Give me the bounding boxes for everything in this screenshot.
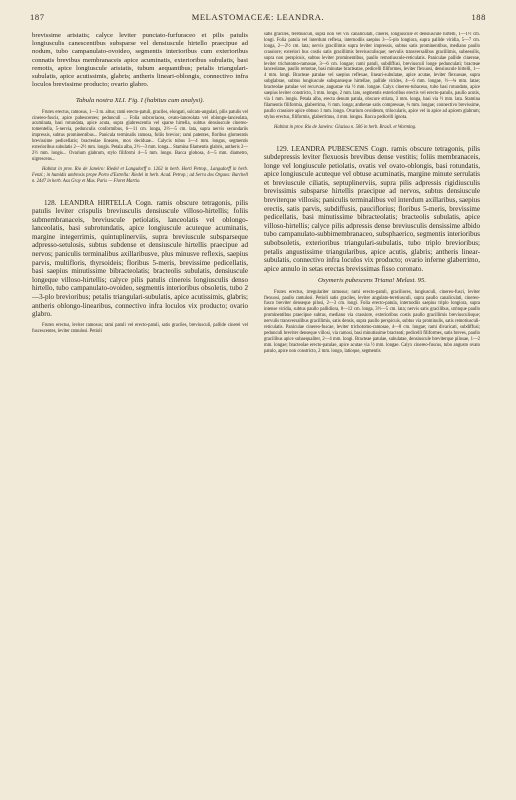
species-129-diagnosis: Cogn. ramis obscure tetragonis, pilis subdepressis leviter flexuosis brevibus dense vestitis; foliis membranaceis, longe vel longiuscule petiolatis, ovatis vel ovato-oblongis, basi rotundatis, apice longiuscule acuteque vel obtuse acuminatis, margine minute serrulatis et breviuscule ciliatis, septuplinerviis, supra pilis adpressis rigidiusculis brevissimis subsparse hirtellis praecipue ad nervos, subtus densiuscule breviterque villosis; paniculis terminalibus vel interdum axillaribus, saepius erectis, satis parvis, subdiffusis, pauciflorius; floribus 5-meris, brevissime pedicellatis, basi minutissime bibracteolatis; bracteolis subulatis, apice villoso-hirtellis; calyce pilis adpressis dense breviusculis densissime albido tubo campanulato-subbimembranaceo, subsphaerico, segmentis interioribus subobsoletis, exterioribus triangulari-subulatis, tubo triplo brevioribus; petalis angustissime triangularibus, apice acutis, glabris; antheris linear-subulatis, connectivo infra loculos vix producto; ovario inferne glaberrimo, apice annulo in setas erectas brevissimas fisso coronato. xyxy=(264,144,480,273)
running-title: MELASTOMACEÆ: LEANDRA. xyxy=(191,12,325,22)
left-column xyxy=(32,32,248,782)
page-number-left: 187 xyxy=(30,12,45,22)
habitat-note: Habitat in prov. Rio de Janeiro: Riedel et Langsdorff n. 1262 in herb. Horti Petrop., Langsdorff in herb. Fenzl.; in humidis umbrosis prope Porto d'Estrella: Riedel in herb. Acad. Petrop.; ad Serra dos Orgaos: Burchell n. 2447 in herb. Asa Gray et Mus. Paris — Floret Martio. xyxy=(32,166,248,184)
species-129-entry xyxy=(264,145,480,274)
species-128-diagnosis: Cogn. ramis obscure tetragonis, pilis patulis leviter crispulis breviusculis densiuscule villoso-hirtellis; foliis submembranaceis, breviuscule petiolatis, lanceolatis vel oblongo-lanceolatis, basi subrotundatis, apice longiuscule acuteque acuminatis, margine integerrimis, quintuplinerviis, supra breviuscule subsparseque adpresso-setulosis, subtus subdense et densiuscule hirtellis praecipue ad nervos; paniculis terminalibus axillaribusve, plus minusve reflexis, saepius parvis, multifloris, thyrsoideis; floribus 5-meris, brevissime pedicellatis, basi saepius minutissime bibracteolatis; bracteolis subulatis, densiuscule longeque villoso-hirtellis; calyce pilis patulis cinereis longiusculis denso hirtello, tubo campanulato-ovoideo, segmentis interioribus obsoletis, tubo 2—3-plo brevioribus; petalis triangulari-subulatis, apice acutissimis, glabris; antheris oblongo-linearibus, connectivo infra loculos vix producto; ovario glabro. xyxy=(32,198,248,319)
habitat-note-right: Habitat in prov. Rio de Janeiro: Glaziou n. 506 in herb. Brasil. et Warming. xyxy=(274,124,417,130)
species-129-title: 129. LEANDRA PUBESCENS xyxy=(276,144,369,153)
right-column xyxy=(264,32,480,782)
species-description: Frutex erectus, ramosus, 1—3 m. altus; rami erecto-patuli, graciles, elongati, sulcato-angulati, pilis patulis vel cinereo-fuscis, apice pubescentes; pedunculi ... Folia subcoriacea, ovato-lanceolata vel oblongo-lanceolata, acuminata, basi rotundata, apice acuta, supra glabrescentia vel sparse hirtella, subtus densiuscule cinereo-tomentella, 5-nervia, pedunculis conformibus, 6—11 cm. longa, 2½—5 cm. lata, supra nervis secundariis impressis, subtus prominentibus... Panicula terminalis ramosa, foliis brevior; rami patentes, floribus glomeratis brevissime pedicellatis; bracteolae lineares, mox deciduae... Calycis tubus 3—4 mm. longus, segmentis exterioribus subulatis 2—2½ mm. longis. Petala alba, 2½—3 mm. longa... Stamina filamentis glabris, antheris 2—2½ mm. longis... Ovarium glabrum, stylo filiformi 4—5 mm. longo. Bacca globosa, 4—5 mm. diametro, nigrescens... xyxy=(32,109,248,162)
species-128-description: Frutex erectus, leviter ramosus; rami patuli vel erecto-patuli, satis graciles, breviusculi, pallide cinerei vel fuscescentes, leviter ramulosi. Petioli xyxy=(32,322,248,334)
plate-caption: Tabula nostra XLI. Fig. I (habitus cum analysi). xyxy=(75,97,205,105)
diagnosis-continuation: brevissime aristatis; calyce leviter punctato-furfuraceo et pilis patulis longiusculis canescentibus subsparse vel densiuscule hirtello praecipue ad nodum, tubo campanulato-ovoideo, segmentis interioribus cum exterioribus connatis brevibus membranaceis apice acuminatis, exterioribus subulatis, basi remotis, apice longiuscule aristatis, tubum aequantibus; petalis triangulari-subulatis, apice acutissimis, glabris; antheris lineari-oblongis, connectivo infra loculos brevissime producto; ovario glabro. xyxy=(32,32,248,89)
species-128-title: 128. LEANDRA HIRTELLA xyxy=(44,198,132,207)
running-head xyxy=(30,12,486,24)
description-continuation: satis graciles, teretiusculi, supra non vel vix canaliculati, cinerei, longiuscule et densiuscule hirtelli, 1—1½ cm. longi. Folia patula vel interdum reflexa, internodiis saepius 3—5-plo longiora, supra pallide viridia, 5—7 cm. longa, 2—2½ cm. lata; nervis gracillimis supra leviter impressis, subtus satis prominentibus, mediano paullo crassiore; exteriori bus costis satis gracillimis breviusculisque; nervulis transversalibus gracillimis, subsessilis, supra non perspicuis, subtus leviter prominentibus, paullo remotiuscule-reticulatis. Paniculae pallide cinereae, leviter trichotomo-ramosae, 3—6 cm. longae; rami patuli, subdiffusi, breviusculi longe pedunculati; bracteae lanceolatae, paullo remotae, basi minutae bracteatae, pedicelli filiformes, leviter flexuosi, densiuscule hirtelli, 1—4 mm. longi. Bracteae patulae vel saepius reflexae, lineari-subulatae, apice acutae, leviter flexuosae, supra subglabrae, subtus longiuscule subsparseque hirtellae, pallide virides, 4—6 mm. longae, ½—¾ mm. latae; bracteolae patulae vel recurvae, angustae via ½ mm. longae. Calyx cinereo-tubaceus, tubo basi rotundato, apice saepius leviter constricto, 3 mm. longo, 2 mm. lato, segmentis exterioribus erectis vel erecto-patulis, paullo acutis, via 1 mm. longis. Petala alba, erecta denum patula, obscure striata, 3 mm. longa, basi via ½ mm. lata. Stamina filamentis filiformia, glaberrima, ½ mm. longa; antherae satis compressae, ¾ mm. longae; connectivo brevissime, paullo crassiore apice obtuso 1 mm. longo. Ovarium ovoideum, trilocularis, apice vel in apice ad apicem glabrum; stylus erectus, filiformis, glaberrimus, 4 mm. longus. Bacca pedicelli ignota. xyxy=(264,32,480,120)
page-number-right: 188 xyxy=(471,12,486,22)
species-129-description: Frutex erectus, irregulariter ramosus; rami erecto-patuli, graciliores, longiusculi, cinereo-fusci, leviter flexuosi, paullo ramulosi. Petioli satis graciles, leviter angulato-teretiusculi, supra paullo canaliculati, cinereo-fusco breviter denseque pilosi, 2—3 cm. longi. Folia erecto-patula, internodiis saepius triplo longiora, supra intense viridia, subtus paullo pallidiora, 8—12 cm. longa, 3½—5 cm. lata; nervis satis gracilibus, utrinque paullo prominentibus praecipue subtus, mediano via crassiore, exterioribus costis paullo gracillimis breviusculisque; nervulis transversalibus gracillimis, satis densis, supra paullo perspicuis, subtus via prominulis, satis remotiusculi-reticulatis. Paniculae cinereo-fuscae, leviter trichotomo-ramosae, 4—8 cm. longae; rami divaricati, subdiffusi; pedunculi breviter denseque villosi, via ramosi, basi minutissime bracteati; pedicelli filiformes, satis breves, paullo gracilibus apice subaequaliter, 2—4 mm. longi. Bracteae patulae, subulatae, densiuscule breviterque pilosae, 1—2 mm. longae; bracteolae erecto-patulae, apice acutae via ½ mm. longae. Calyx cinereo-fuscus, tubo angusto ovato patulo, apice non constricto, 2 mm. longo, latioque, segmentis xyxy=(264,289,480,354)
synonym: Oxymeris pubescens Triana! Melast. 95. xyxy=(317,277,427,285)
species-128-entry xyxy=(32,199,248,319)
